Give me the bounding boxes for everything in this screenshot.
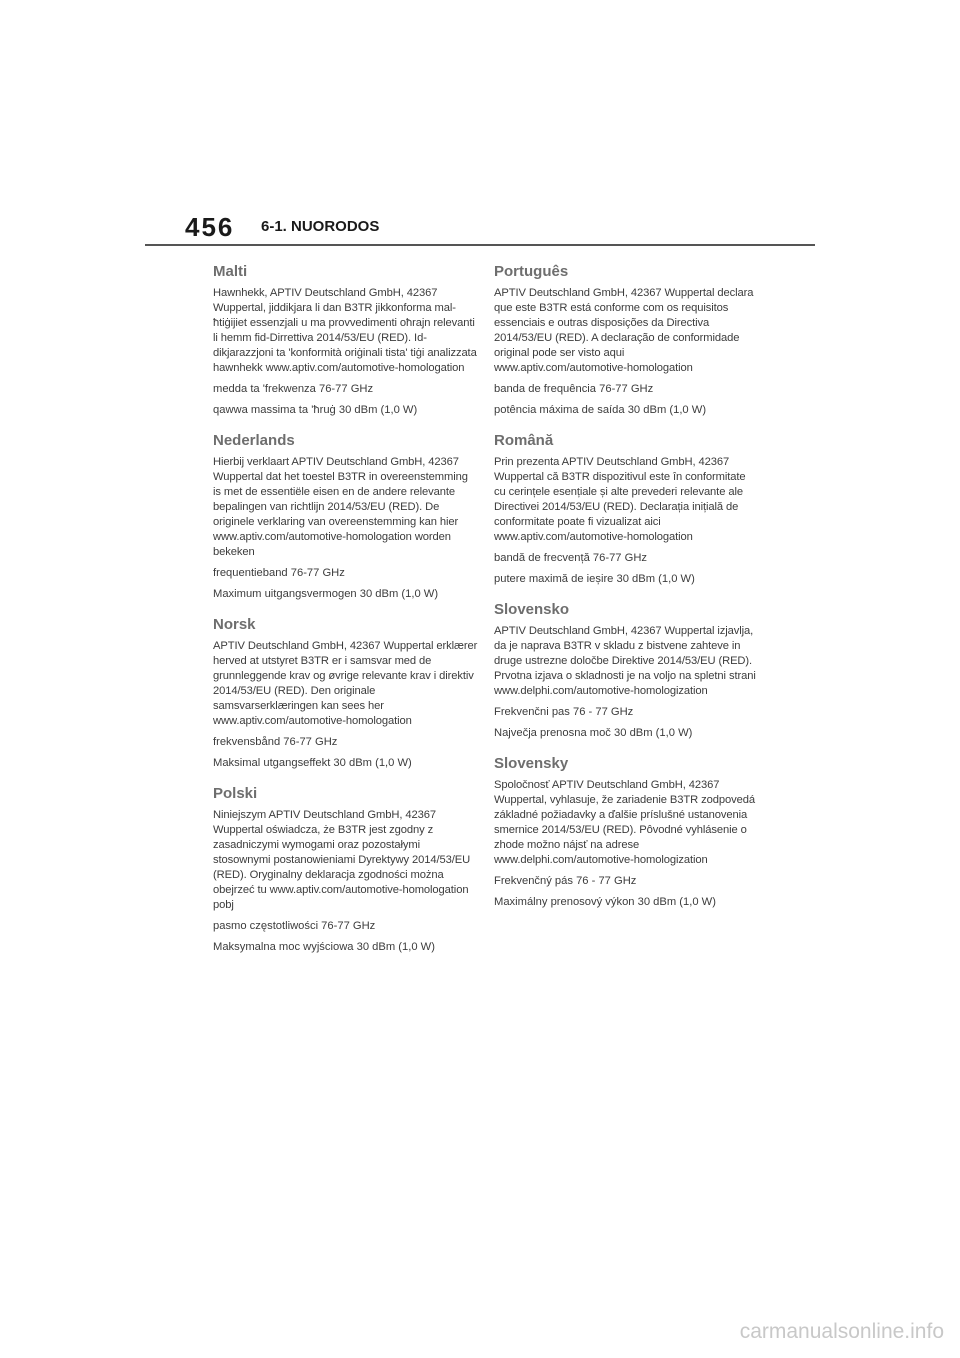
max-power: Maksymalna moc wyjściowa 30 dBm (1,0 W) xyxy=(213,941,435,953)
language-section-polski xyxy=(213,784,478,955)
declaration-text: Niniejszym APTIV Deutschland GmbH, 42367 Wuppertal oświadcza, że B3TR jest zgodny z zasadniczymi wymogami oraz pozostałymi stosownymi postanowieniami Dyrektywy 2014/53/EU (RED). Oryginalny deklaracja zgodności można obejrzeć tu www.aptiv.com/automotive-homologation pobj xyxy=(213,809,471,911)
declaration-text: Hawnhekk, APTIV Deutschland GmbH, 42367 Wuppertal, jiddikjara li dan B3TR jikkonforma mal-ħtiġijiet essenzjali u ma provvedimenti oħrajn relevanti li hemm fid-Dirrettiva 2014/53/EU (RED). Id-dikjarazzjoni ta 'konformità oriġinali tista' tiġi analizzata hawnhekk www.aptiv.com/automotive-homologation xyxy=(213,287,477,374)
language-section-portugues xyxy=(494,262,759,418)
declaration-text: APTIV Deutschland GmbH, 42367 Wuppertal erklærer herved at utstyret B3TR er i samsvar med de grunnleggende krav og øvrige relevante krav i direktiv 2014/53/EU (RED). Den originale samsvarserklæringen kan sees her www.aptiv.com/automotive-homologation xyxy=(213,640,478,727)
max-power: potência máxima de saída 30 dBm (1,0 W) xyxy=(494,404,707,416)
language-heading: Malti xyxy=(213,263,248,280)
frequency-band: Frekvenčný pás 76 - 77 GHz xyxy=(494,875,637,887)
frequency-band: pasmo częstotliwości 76-77 GHz xyxy=(213,920,376,932)
language-section-slovensky xyxy=(494,754,759,910)
language-heading: Nederlands xyxy=(213,432,295,449)
max-power: Maximum uitgangsvermogen 30 dBm (1,0 W) xyxy=(213,588,439,600)
frequency-band: banda de frequência 76-77 GHz xyxy=(494,383,654,395)
language-section-norsk xyxy=(213,615,478,771)
frequency-band: frequentieband 76-77 GHz xyxy=(213,567,345,579)
frequency-band: frekvensbånd 76-77 GHz xyxy=(213,736,338,748)
language-heading: Slovensky xyxy=(494,755,569,772)
language-heading: Polski xyxy=(213,785,258,802)
frequency-band: bandă de frecvență 76-77 GHz xyxy=(494,552,647,564)
declaration-text: Spoločnosť APTIV Deutschland GmbH, 42367 Wuppertal, vyhlasuje, že zariadenie B3TR zodpovedá základné požiadavky a ďalšie príslušné ustanovenia smernice 2014/53/EU (RED). Pôvodné vyhlásenie o zhode možno nájsť na adrese www.delphi.com/automotive-homologization xyxy=(494,779,755,866)
max-power: Največja prenosna moč 30 dBm (1,0 W) xyxy=(494,727,693,739)
page-header xyxy=(185,212,815,248)
language-section-nederlands xyxy=(213,431,478,602)
language-section-malti xyxy=(213,262,478,418)
declaration-text: Prin prezenta APTIV Deutschland GmbH, 42367 Wuppertal că B3TR dispozitivul este în conformitate cu cerințele esențiale și alte prevederi relevante ale Directivei 2014/53/EU (RED). Declarația inițială de conformitate poate fi vizualizat aici www.aptiv.com/automotive-homologation xyxy=(494,456,746,543)
declaration-text: APTIV Deutschland GmbH, 42367 Wuppertal declara que este B3TR está conforme com os requisitos essenciais e outras disposições da Directiva 2014/53/EU (RED). A declaração de conformidade original pode ser visto aqui www.aptiv.com/automotive-homologation xyxy=(494,287,754,374)
header-divider xyxy=(145,244,815,246)
max-power: Maximálny prenosový výkon 30 dBm (1,0 W) xyxy=(494,896,716,908)
language-heading: Norsk xyxy=(213,616,256,633)
section-title: 6-1. NUORODOS xyxy=(261,218,380,235)
max-power: qawwa massima ta 'ħruġ 30 dBm (1,0 W) xyxy=(213,404,418,416)
language-section-romana xyxy=(494,431,759,587)
declaration-text: APTIV Deutschland GmbH, 42367 Wuppertal izjavlja, da je naprava B3TR v skladu z bistvene zahteve in druge ustrezne določbe Direktive 2014/53/EU (RED). Prvotna izjava o skladnosti je na voljo na spletni strani www.delphi.com/automotive-homologization xyxy=(494,625,756,697)
right-column xyxy=(494,262,759,923)
watermark: carmanualsonline.info xyxy=(739,1320,944,1343)
left-column xyxy=(213,262,478,968)
frequency-band: medda ta 'frekwenza 76-77 GHz xyxy=(213,383,374,395)
max-power: Maksimal utgangseffekt 30 dBm (1,0 W) xyxy=(213,757,412,769)
language-heading: Română xyxy=(494,432,554,449)
page-number: 456 xyxy=(185,212,235,242)
frequency-band: Frekvenčni pas 76 - 77 GHz xyxy=(494,706,634,718)
max-power: putere maximă de ieșire 30 dBm (1,0 W) xyxy=(494,573,695,585)
declaration-text: Hierbij verklaart APTIV Deutschland GmbH, 42367 Wuppertal dat het toestel B3TR in overeenstemming is met de essentiële eisen en de andere relevante bepalingen van richtlijn 2014/53/EU (RED). De originele verklaring van overeenstemming kan hier www.aptiv.com/automotive-homologation worden bekeken xyxy=(213,456,468,558)
language-heading: Slovensko xyxy=(494,601,570,618)
language-section-slovensko xyxy=(494,600,759,741)
language-heading: Português xyxy=(494,263,569,280)
